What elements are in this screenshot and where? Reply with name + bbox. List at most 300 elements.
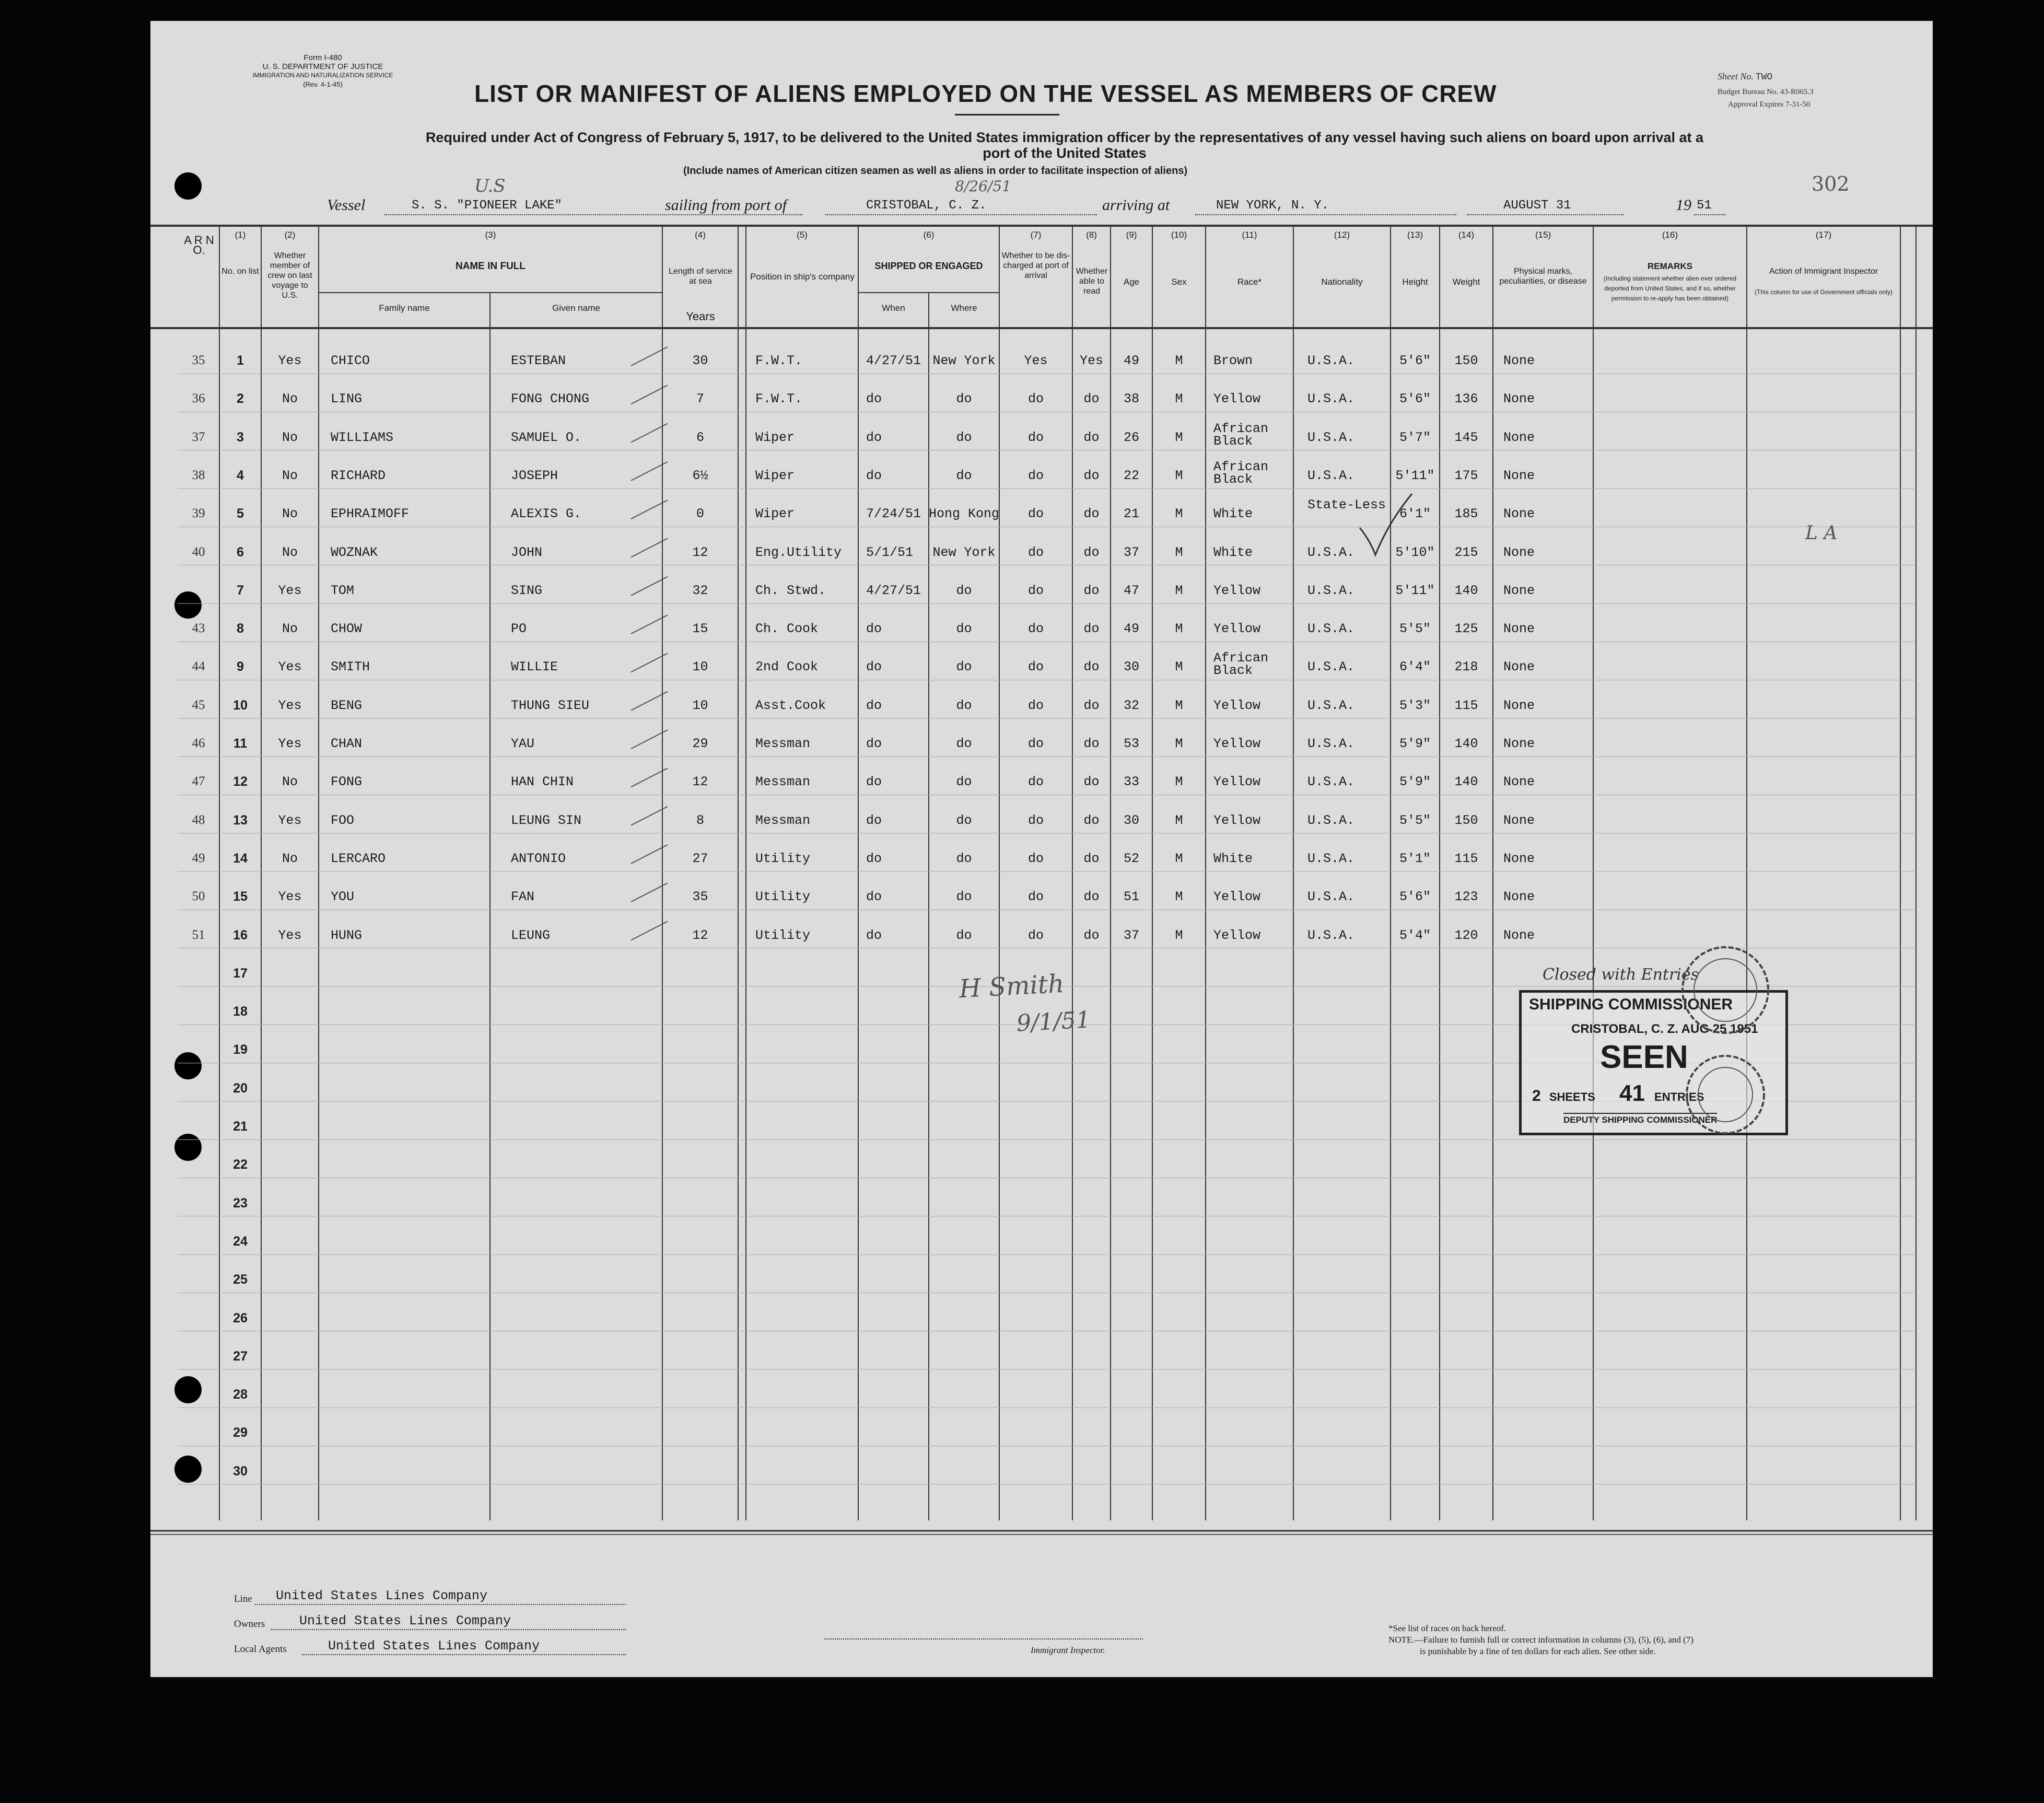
last-voyage-cell: No xyxy=(282,544,298,560)
able-read-cell: do xyxy=(1083,391,1100,407)
header-remarks-sub: (Including statement whether alien ever ordered deported from United States, and if so, whether permission to re-apply has been obtained) xyxy=(1603,275,1737,302)
ar-number: 50 xyxy=(192,889,205,904)
age-cell: 49 xyxy=(1123,621,1139,637)
required-line-1: Required under Act of Congress of February 5, 1917, to be delivered to the United States immigration officer by the representatives of any vessel having such aliens on board upon arrival at a xyxy=(425,130,1704,145)
race-cell: Brown xyxy=(1213,353,1253,368)
nationality-cell: U.S.A. xyxy=(1307,429,1355,445)
family-name-cell: LERCARO xyxy=(331,851,386,866)
given-name-cell: SAMUEL O. xyxy=(511,429,582,445)
weight-cell: 218 xyxy=(1454,659,1478,675)
header-no-on-list: No. on list xyxy=(221,267,259,276)
physical-marks-cell: None xyxy=(1503,736,1535,751)
family-name-cell: RICHARD xyxy=(331,468,386,483)
ar-no-header: A R N O. xyxy=(184,234,214,257)
given-name-cell: ALEXIS G. xyxy=(511,506,582,522)
physical-marks-cell: None xyxy=(1503,851,1535,866)
shipped-when-cell: do xyxy=(866,851,882,866)
header-discharged: Whether to be dis-charged at port of arrival xyxy=(1001,251,1070,280)
shipped-when-cell: 7/24/51 xyxy=(866,506,921,522)
shipped-where-cell: do xyxy=(956,583,972,598)
stamp-sheets-label: SHEETS xyxy=(1549,1090,1595,1103)
row-number: 5 xyxy=(237,506,244,521)
stamp-seen: SEEN xyxy=(1600,1039,1688,1075)
last-voyage-cell: Yes xyxy=(278,736,302,751)
discharged-cell: do xyxy=(1027,851,1044,866)
last-voyage-cell: Yes xyxy=(278,353,302,368)
row-number: 15 xyxy=(233,889,248,904)
row-number: 14 xyxy=(233,851,248,866)
header-able-read: Whether able to read xyxy=(1076,267,1108,296)
shipped-when-cell: do xyxy=(866,621,882,637)
family-name-cell: CHAN xyxy=(331,736,363,751)
column-number: (1) xyxy=(235,230,246,240)
last-voyage-cell: Yes xyxy=(278,812,302,828)
weight-cell: 140 xyxy=(1454,774,1478,790)
family-name-cell: YOU xyxy=(331,889,355,905)
empty-row-number: 25 xyxy=(233,1272,248,1287)
discharged-cell: do xyxy=(1027,812,1044,828)
row-number: 2 xyxy=(237,391,244,406)
row-number: 16 xyxy=(233,927,248,943)
age-cell: 30 xyxy=(1123,659,1139,675)
weight-cell: 120 xyxy=(1454,927,1478,943)
position-cell: F.W.T. xyxy=(755,353,803,368)
nationality-cell: U.S.A. xyxy=(1307,353,1355,368)
physical-marks-cell: None xyxy=(1503,659,1535,675)
nationality-cell: U.S.A. xyxy=(1307,851,1355,866)
stamp-handwritten-note: Closed with Entries xyxy=(1543,966,1699,984)
shipped-when-cell: do xyxy=(866,697,882,713)
header-last-voyage: Whether member of crew on last voyage to U.S. xyxy=(267,251,312,300)
port-value: CRISTOBAL, C. Z. xyxy=(866,199,987,213)
family-name-cell: WOZNAK xyxy=(331,544,378,560)
years-service-cell: 10 xyxy=(692,697,708,713)
shipped-when-cell: do xyxy=(866,927,882,943)
sex-cell: M xyxy=(1175,927,1183,943)
family-name-cell: FONG xyxy=(331,774,363,790)
able-read-cell: do xyxy=(1083,851,1100,866)
sex-cell: M xyxy=(1175,621,1183,637)
years-service-cell: 30 xyxy=(692,353,708,368)
ar-number: 36 xyxy=(192,391,205,406)
family-name-cell: LING xyxy=(331,391,363,407)
last-voyage-cell: No xyxy=(282,774,298,790)
age-cell: 52 xyxy=(1123,851,1139,866)
header-inspector-action: Action of Immigrant Inspector xyxy=(1769,267,1878,276)
able-read-cell: do xyxy=(1083,697,1100,713)
sex-cell: M xyxy=(1175,697,1183,713)
age-cell: 38 xyxy=(1123,391,1139,407)
year-value: 51 xyxy=(1697,199,1712,213)
race-cell: Yellow xyxy=(1213,736,1261,751)
stamp-entries-value: 41 xyxy=(1619,1080,1645,1106)
shipped-when-cell: 4/27/51 xyxy=(866,353,921,368)
column-number: (9) xyxy=(1126,230,1137,240)
weight-cell: 150 xyxy=(1454,812,1478,828)
discharged-cell: do xyxy=(1027,621,1044,637)
us-handwritten-note: U.S xyxy=(474,176,506,196)
ar-number: 46 xyxy=(192,736,205,750)
nationality-cell: U.S.A. xyxy=(1307,736,1355,751)
ar-number: 37 xyxy=(192,429,205,444)
physical-marks-cell: None xyxy=(1503,468,1535,483)
header-years: Years xyxy=(686,310,715,323)
header-given-name: Given name xyxy=(552,303,600,313)
sailing-label: sailing from port of xyxy=(665,196,787,214)
given-name-cell: HAN CHIN xyxy=(511,774,574,790)
sex-cell: M xyxy=(1175,659,1183,675)
row-number: 7 xyxy=(237,583,244,598)
age-cell: 26 xyxy=(1123,429,1139,445)
able-read-cell: do xyxy=(1083,429,1100,445)
years-service-cell: 0 xyxy=(696,506,704,522)
sex-cell: M xyxy=(1175,468,1183,483)
years-service-cell: 6 xyxy=(696,429,704,445)
sex-cell: M xyxy=(1175,506,1183,522)
row-number: 10 xyxy=(233,697,248,713)
line-label: Line xyxy=(234,1593,252,1604)
nationality-cell: U.S.A. xyxy=(1307,812,1355,828)
years-service-cell: 12 xyxy=(692,774,708,790)
discharged-cell: do xyxy=(1027,697,1044,713)
nationality-cell: State-Less xyxy=(1307,497,1386,513)
weight-cell: 125 xyxy=(1454,621,1478,637)
empty-row-number: 19 xyxy=(233,1042,248,1057)
header-family-name: Family name xyxy=(379,303,430,313)
age-cell: 51 xyxy=(1123,889,1139,905)
header-nationality: Nationality xyxy=(1321,277,1363,287)
last-voyage-cell: No xyxy=(282,391,298,407)
discharged-cell: do xyxy=(1027,889,1044,905)
family-name-cell: SMITH xyxy=(331,659,370,675)
column-number: (3) xyxy=(485,230,496,240)
family-name-cell: EPHRAIMOFF xyxy=(331,506,410,522)
shipped-where-cell: do xyxy=(956,429,972,445)
inspector-label: Immigrant Inspector. xyxy=(1031,1645,1105,1655)
budget-bureau: Budget Bureau No. 43-R065.3 xyxy=(1718,88,1814,96)
agents-rule xyxy=(302,1654,626,1655)
position-cell: Asst.Cook xyxy=(755,697,826,713)
physical-marks-cell: None xyxy=(1503,429,1535,445)
shipped-where-cell: Hong Kong xyxy=(929,506,1000,522)
sex-cell: M xyxy=(1175,353,1183,368)
header-remarks: REMARKS xyxy=(1648,261,1692,271)
page-number: 302 xyxy=(1812,172,1850,195)
discharged-cell: do xyxy=(1027,774,1044,790)
position-cell: Ch. Cook xyxy=(755,621,819,637)
header-where: Where xyxy=(951,303,977,313)
given-name-cell: WILLIE xyxy=(511,659,558,675)
empty-row-number: 18 xyxy=(233,1004,248,1019)
year-prefix: 19 xyxy=(1676,196,1691,214)
race-note: *See list of races on back hereof. xyxy=(1388,1623,1506,1633)
column-number: (2) xyxy=(284,230,296,240)
weight-cell: 123 xyxy=(1454,889,1478,905)
discharged-cell: do xyxy=(1027,506,1044,522)
discharged-cell: do xyxy=(1027,659,1044,675)
sex-cell: M xyxy=(1175,889,1183,905)
shipped-when-cell: do xyxy=(866,736,882,751)
empty-row-number: 24 xyxy=(233,1234,248,1249)
shipped-where-cell: do xyxy=(956,889,972,905)
age-cell: 30 xyxy=(1123,812,1139,828)
arriving-label: arriving at xyxy=(1102,196,1170,214)
stamp-sheets-value: 2 xyxy=(1532,1087,1541,1104)
agents-value: United States Lines Company xyxy=(328,1638,540,1654)
position-cell: Eng.Utility xyxy=(755,544,842,560)
sex-cell: M xyxy=(1175,736,1183,751)
owners-value: United States Lines Company xyxy=(299,1613,511,1628)
position-cell: Messman xyxy=(755,774,811,790)
row-number: 9 xyxy=(237,659,244,674)
race-cell: Yellow xyxy=(1213,391,1261,407)
age-cell: 37 xyxy=(1123,927,1139,943)
shipped-when-cell: do xyxy=(866,774,882,790)
physical-marks-cell: None xyxy=(1503,391,1535,407)
able-read-cell: do xyxy=(1083,583,1100,598)
inspector-date: 9/1/51 xyxy=(1015,1006,1091,1037)
nationality-cell: U.S.A. xyxy=(1307,544,1355,560)
header-weight: Weight xyxy=(1452,277,1480,287)
date-value: AUGUST 31 xyxy=(1503,199,1571,213)
footer-rule xyxy=(150,1534,1933,1535)
shipped-where-cell: do xyxy=(956,774,972,790)
weight-cell: 145 xyxy=(1454,429,1478,445)
empty-row-number: 21 xyxy=(233,1119,248,1134)
last-voyage-cell: No xyxy=(282,506,298,522)
column-number: (15) xyxy=(1535,230,1551,240)
owners-rule xyxy=(271,1629,626,1630)
nationality-cell: U.S.A. xyxy=(1307,659,1355,675)
page-title: LIST OR MANIFEST OF ALIENS EMPLOYED ON THE VESSEL AS MEMBERS OF CREW xyxy=(474,80,1497,107)
family-name-cell: HUNG xyxy=(331,927,363,943)
able-read-cell: do xyxy=(1083,736,1100,751)
ar-number: 49 xyxy=(192,851,205,865)
empty-row-number: 29 xyxy=(233,1425,248,1440)
header-physical-marks: Physical marks, peculiarities, or disease xyxy=(1499,267,1587,286)
race-cell: African Black xyxy=(1213,459,1269,487)
shipped-where-cell: do xyxy=(956,812,972,828)
shipped-when-cell: do xyxy=(866,391,882,407)
physical-marks-cell: None xyxy=(1503,544,1535,560)
race-cell: Yellow xyxy=(1213,774,1261,790)
empty-row-number: 30 xyxy=(233,1463,248,1479)
weight-cell: 140 xyxy=(1454,583,1478,598)
header-inspector-sub: (This column for use of Government officials only) xyxy=(1755,288,1893,296)
physical-marks-cell: None xyxy=(1503,621,1535,637)
given-name-cell: PO xyxy=(511,621,527,637)
position-cell: Wiper xyxy=(755,506,795,522)
discharged-cell: do xyxy=(1027,544,1044,560)
nationality-cell: U.S.A. xyxy=(1307,391,1355,407)
last-voyage-cell: No xyxy=(282,468,298,483)
shipped-when-cell: do xyxy=(866,429,882,445)
shipped-where-cell: do xyxy=(956,697,972,713)
shipped-where-cell: do xyxy=(956,659,972,675)
header-height: Height xyxy=(1402,277,1428,287)
height-cell: 5'9" xyxy=(1399,736,1431,751)
column-number: (10) xyxy=(1171,230,1187,240)
header-name-in-full: NAME IN FULL xyxy=(455,261,526,272)
physical-marks-cell: None xyxy=(1503,583,1535,598)
row-number: 4 xyxy=(237,468,244,483)
age-cell: 53 xyxy=(1123,736,1139,751)
header-race: Race* xyxy=(1237,277,1262,287)
form-number: Form I-480 xyxy=(303,53,342,62)
race-cell: Yellow xyxy=(1213,889,1261,905)
height-cell: 5'6" xyxy=(1399,391,1431,407)
nationality-cell: U.S.A. xyxy=(1307,774,1355,790)
stamp-place-date: CRISTOBAL, C. Z. AUG 25 1951 xyxy=(1571,1022,1758,1036)
weight-cell: 175 xyxy=(1454,468,1478,483)
ar-number: 40 xyxy=(192,544,205,559)
column-number: (11) xyxy=(1242,230,1257,240)
sex-cell: M xyxy=(1175,812,1183,828)
given-name-cell: JOHN xyxy=(511,544,543,560)
height-cell: 5'11" xyxy=(1395,583,1435,598)
nationality-cell: U.S.A. xyxy=(1307,697,1355,713)
race-cell: African Black xyxy=(1213,421,1269,449)
race-cell: Yellow xyxy=(1213,812,1261,828)
department: U. S. DEPARTMENT OF JUSTICE xyxy=(262,62,383,71)
penalty-note-2: is punishable by a fine of ten dollars for each alien. See other side. xyxy=(1420,1646,1656,1656)
age-cell: 37 xyxy=(1123,544,1139,560)
last-voyage-cell: Yes xyxy=(278,659,302,675)
empty-row-number: 28 xyxy=(233,1387,248,1402)
stamp-title: SHIPPING COMMISSIONER xyxy=(1529,996,1733,1013)
header-when: When xyxy=(882,303,905,313)
discharged-cell: do xyxy=(1027,927,1044,943)
position-cell: 2nd Cook xyxy=(755,659,819,675)
height-cell: 5'11" xyxy=(1395,468,1435,483)
years-service-cell: 15 xyxy=(692,621,708,637)
able-read-cell: do xyxy=(1083,544,1100,560)
shipped-where-cell: do xyxy=(956,851,972,866)
family-name-cell: BENG xyxy=(331,697,363,713)
weight-cell: 185 xyxy=(1454,506,1478,522)
race-cell: White xyxy=(1213,851,1253,866)
row-number: 8 xyxy=(237,621,244,636)
nationality-cell: U.S.A. xyxy=(1307,621,1355,637)
ar-number: 39 xyxy=(192,506,205,521)
years-service-cell: 6½ xyxy=(692,468,708,483)
able-read-cell: do xyxy=(1083,506,1100,522)
years-service-cell: 35 xyxy=(692,889,708,905)
empty-row-number: 22 xyxy=(233,1157,248,1172)
weight-cell: 140 xyxy=(1454,736,1478,751)
header-position: Position in ship's company xyxy=(750,272,855,282)
approval-expires: Approval Expires 7-31-50 xyxy=(1728,100,1811,109)
discharged-cell: do xyxy=(1027,736,1044,751)
column-number: (8) xyxy=(1086,230,1097,240)
weight-cell: 115 xyxy=(1454,697,1478,713)
race-cell: White xyxy=(1213,506,1253,522)
round-seal-icon xyxy=(1676,940,1775,1040)
years-service-cell: 32 xyxy=(692,583,708,598)
given-name-cell: LEUNG xyxy=(511,927,551,943)
position-cell: Utility xyxy=(755,927,811,943)
form-revision: (Rev. 4-1-45) xyxy=(303,80,343,88)
height-cell: 5'1" xyxy=(1399,851,1431,866)
last-voyage-cell: Yes xyxy=(278,697,302,713)
shipped-when-cell: do xyxy=(866,889,882,905)
row-number: 3 xyxy=(237,429,244,445)
able-read-cell: do xyxy=(1083,659,1100,675)
last-voyage-cell: Yes xyxy=(278,583,302,598)
nationality-cell: U.S.A. xyxy=(1307,583,1355,598)
nationality-cell: U.S.A. xyxy=(1307,468,1355,483)
weight-cell: 215 xyxy=(1454,544,1478,560)
height-cell: 5'5" xyxy=(1399,621,1431,637)
discharged-cell: do xyxy=(1027,391,1044,407)
position-cell: Utility xyxy=(755,889,811,905)
given-name-cell: ESTEBAN xyxy=(511,353,566,368)
position-cell: Wiper xyxy=(755,468,795,483)
column-number: (6) xyxy=(923,230,935,240)
able-read-cell: do xyxy=(1083,774,1100,790)
row-number: 11 xyxy=(233,736,248,751)
last-voyage-cell: Yes xyxy=(278,927,302,943)
row-number: 6 xyxy=(237,544,244,560)
ar-number: 48 xyxy=(192,812,205,827)
nationality-cell: U.S.A. xyxy=(1307,889,1355,905)
age-cell: 47 xyxy=(1123,583,1139,598)
position-cell: Messman xyxy=(755,812,811,828)
family-name-cell: CHOW xyxy=(331,621,363,637)
height-cell: 5'7" xyxy=(1399,429,1431,445)
years-service-cell: 7 xyxy=(696,391,704,407)
race-cell: African Black xyxy=(1213,650,1269,679)
years-service-cell: 12 xyxy=(692,544,708,560)
column-number: (4) xyxy=(695,230,706,240)
date-handwritten-note: 8/26/51 xyxy=(955,178,1011,195)
shipped-when-cell: do xyxy=(866,468,882,483)
required-line-2: port of the United States xyxy=(983,145,1147,161)
row-number: 13 xyxy=(233,812,248,828)
race-cell: Yellow xyxy=(1213,697,1261,713)
position-cell: F.W.T. xyxy=(755,391,803,407)
position-cell: Utility xyxy=(755,851,811,866)
column-number: (13) xyxy=(1407,230,1423,240)
age-cell: 32 xyxy=(1123,697,1139,713)
last-voyage-cell: No xyxy=(282,621,298,637)
ar-number: 38 xyxy=(192,468,205,482)
discharged-cell: do xyxy=(1027,468,1044,483)
stamp-signature-title: DEPUTY SHIPPING COMMISSIONER xyxy=(1563,1113,1717,1125)
age-cell: 22 xyxy=(1123,468,1139,483)
race-cell: Yellow xyxy=(1213,621,1261,637)
discharged-cell: do xyxy=(1027,429,1044,445)
empty-row-number: 20 xyxy=(233,1080,248,1096)
height-cell: 6'1" xyxy=(1399,506,1431,522)
discharged-cell: Yes xyxy=(1024,353,1048,368)
last-voyage-cell: No xyxy=(282,851,298,866)
given-name-cell: FAN xyxy=(511,889,535,905)
physical-marks-cell: None xyxy=(1503,697,1535,713)
header-length-service: Length of service at sea xyxy=(669,267,732,286)
empty-row-number: 26 xyxy=(233,1310,248,1325)
vessel-label: Vessel xyxy=(327,196,366,214)
column-number: (14) xyxy=(1458,230,1475,240)
family-name-cell: WILLIAMS xyxy=(331,429,394,445)
sex-cell: M xyxy=(1175,391,1183,407)
race-cell: Yellow xyxy=(1213,927,1261,943)
manifest-sheet xyxy=(150,21,1933,1677)
given-name-cell: ANTONIO xyxy=(511,851,566,866)
shipped-where-cell: do xyxy=(956,391,972,407)
ar-number: 35 xyxy=(192,353,205,367)
line-value: United States Lines Company xyxy=(276,1588,488,1603)
